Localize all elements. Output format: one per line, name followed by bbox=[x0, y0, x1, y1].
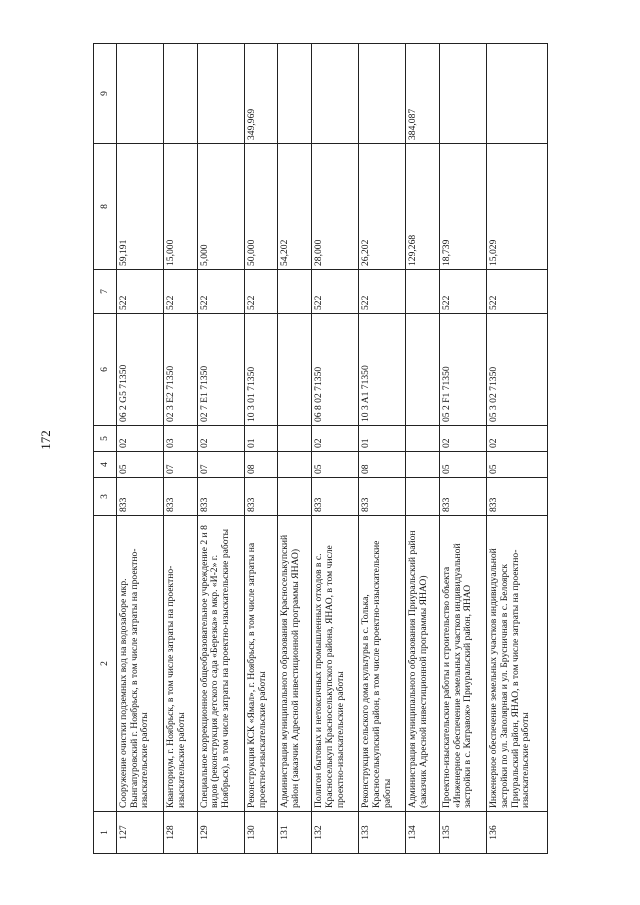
row-number: 135 bbox=[439, 812, 486, 854]
amount-value: 15,029 bbox=[487, 144, 548, 270]
object-name: Специальное коррекционное общеобразовательное учреждение 2 и 8 видов (реконструкция детского сада «Березка» в мкр. «И-2» г. Ноябрьск), в том числе затраты на проектно-изыскательские работы bbox=[197, 516, 244, 812]
amount-value: 59,191 bbox=[117, 144, 164, 270]
object-name: Сооружение очистки подземных вод на водозаборе мкр. Вынгапуровский г. Ноябрьск, в том числе затраты на проектно-изыскательские работы bbox=[117, 516, 164, 812]
expense-type-code: 522 bbox=[359, 270, 406, 314]
ministry-code: 833 bbox=[117, 478, 164, 516]
subsection-code: 02 bbox=[312, 426, 359, 452]
row-number: 133 bbox=[359, 812, 406, 854]
ministry-code: 833 bbox=[312, 478, 359, 516]
column-header: 5 bbox=[94, 426, 117, 452]
amount-value-2 bbox=[312, 44, 359, 144]
amount-value: 28,000 bbox=[312, 144, 359, 270]
section-code: 08 bbox=[244, 452, 278, 478]
section-code: 05 bbox=[312, 452, 359, 478]
expense-type-code: 522 bbox=[487, 270, 548, 314]
table-row bbox=[406, 44, 440, 854]
expense-type-code: 522 bbox=[117, 270, 164, 314]
expense-type-code bbox=[406, 270, 440, 314]
table-row bbox=[197, 44, 244, 854]
amount-value-2: 349,969 bbox=[244, 44, 278, 144]
budget-table-sheet bbox=[93, 44, 548, 854]
expense-type-code bbox=[278, 270, 312, 314]
table-row bbox=[278, 44, 312, 854]
amount-value-2 bbox=[197, 44, 244, 144]
subsection-code: 02 bbox=[439, 426, 486, 452]
column-header: 6 bbox=[94, 314, 117, 426]
ministry-code: 833 bbox=[164, 478, 198, 516]
column-header: 2 bbox=[94, 516, 117, 812]
amount-value: 26,202 bbox=[359, 144, 406, 270]
row-number: 127 bbox=[117, 812, 164, 854]
expense-type-code: 522 bbox=[244, 270, 278, 314]
amount-value-2 bbox=[164, 44, 198, 144]
object-name: Администрация муниципального образования Приуральский район (заказчик Адресной инвестиционной программы ЯНАО) bbox=[406, 516, 440, 812]
row-number: 129 bbox=[197, 812, 244, 854]
target-article-code: 06 2 G5 71350 bbox=[117, 314, 164, 426]
subsection-code: 01 bbox=[244, 426, 278, 452]
page-number: 172 bbox=[38, 430, 53, 450]
amount-value-2 bbox=[117, 44, 164, 144]
amount-value: 50,000 bbox=[244, 144, 278, 270]
subsection-code bbox=[278, 426, 312, 452]
expense-type-code: 522 bbox=[439, 270, 486, 314]
amount-value: 18,739 bbox=[439, 144, 486, 270]
target-article-code: 05 3 02 71350 bbox=[487, 314, 548, 426]
column-header: 3 bbox=[94, 478, 117, 516]
subsection-code: 01 bbox=[359, 426, 406, 452]
table-body bbox=[117, 44, 548, 854]
object-name: Реконструкция КСК «Ямал», г. Ноябрьск, в том числе затраты на проектно-изыскательские работы bbox=[244, 516, 278, 812]
row-number: 131 bbox=[278, 812, 312, 854]
section-code: 08 bbox=[359, 452, 406, 478]
section-code: 05 bbox=[117, 452, 164, 478]
ministry-code: 833 bbox=[439, 478, 486, 516]
object-name: Полигон бытовых и нетоксичных промышленных отходов в с. Красноселькуп Красноселькупского района, ЯНАО, в том числе проектно-изыскательские работы bbox=[312, 516, 359, 812]
target-article-code bbox=[278, 314, 312, 426]
subsection-code: 02 bbox=[487, 426, 548, 452]
subsection-code: 03 bbox=[164, 426, 198, 452]
ministry-code: 833 bbox=[359, 478, 406, 516]
column-header: 9 bbox=[94, 44, 117, 144]
amount-value-2: 384,087 bbox=[406, 44, 440, 144]
amount-value: 5,000 bbox=[197, 144, 244, 270]
section-code bbox=[278, 452, 312, 478]
table-row bbox=[164, 44, 198, 854]
target-article-code bbox=[406, 314, 440, 426]
row-number: 130 bbox=[244, 812, 278, 854]
subsection-code: 02 bbox=[197, 426, 244, 452]
target-article-code: 10 3 A1 71350 bbox=[359, 314, 406, 426]
expense-type-code: 522 bbox=[164, 270, 198, 314]
target-article-code: 10 3 01 71350 bbox=[244, 314, 278, 426]
ministry-code: 833 bbox=[487, 478, 548, 516]
amount-value: 54,202 bbox=[278, 144, 312, 270]
row-number: 132 bbox=[312, 812, 359, 854]
column-header: 1 bbox=[94, 812, 117, 854]
amount-value: 15,000 bbox=[164, 144, 198, 270]
ministry-code: 833 bbox=[244, 478, 278, 516]
column-header: 4 bbox=[94, 452, 117, 478]
section-code: 07 bbox=[197, 452, 244, 478]
column-header: 8 bbox=[94, 144, 117, 270]
subsection-code: 02 bbox=[117, 426, 164, 452]
object-name: Реконструкция сельского дома культуры в с. Толька, Красноселькупский район, в том числе проектно-изыскательские работы bbox=[359, 516, 406, 812]
row-number: 128 bbox=[164, 812, 198, 854]
ministry-code bbox=[406, 478, 440, 516]
table-row bbox=[312, 44, 359, 854]
budget-table bbox=[93, 43, 548, 854]
ministry-code bbox=[278, 478, 312, 516]
column-header: 7 bbox=[94, 270, 117, 314]
subsection-code bbox=[406, 426, 440, 452]
object-name: Кванториум, г. Ноябрьск, в том числе затраты на проектно-изыскательские работы bbox=[164, 516, 198, 812]
table-row bbox=[487, 44, 548, 854]
table-row bbox=[359, 44, 406, 854]
amount-value-2 bbox=[278, 44, 312, 144]
row-number: 134 bbox=[406, 812, 440, 854]
header-row bbox=[94, 44, 117, 854]
expense-type-code: 522 bbox=[312, 270, 359, 314]
target-article-code: 05 2 F1 71350 bbox=[439, 314, 486, 426]
object-name: Администрация муниципального образования Красноселькупский район (заказчик Адресной инвестиционной программы ЯНАО) bbox=[278, 516, 312, 812]
section-code: 05 bbox=[487, 452, 548, 478]
amount-value: 129,268 bbox=[406, 144, 440, 270]
target-article-code: 02 3 E2 71350 bbox=[164, 314, 198, 426]
object-name: Проектно-изыскательские работы и строительство объекта «Инженерное обеспечение земельных участков индивидуальной застройки в с. Катравож» Приуральский район, ЯНАО bbox=[439, 516, 486, 812]
ministry-code: 833 bbox=[197, 478, 244, 516]
amount-value-2 bbox=[487, 44, 548, 144]
table-row bbox=[244, 44, 278, 854]
section-code: 07 bbox=[164, 452, 198, 478]
section-code bbox=[406, 452, 440, 478]
table-row bbox=[439, 44, 486, 854]
target-article-code: 02 7 E1 71350 bbox=[197, 314, 244, 426]
expense-type-code: 522 bbox=[197, 270, 244, 314]
section-code: 05 bbox=[439, 452, 486, 478]
target-article-code: 06 8 02 71350 bbox=[312, 314, 359, 426]
amount-value-2 bbox=[439, 44, 486, 144]
object-name: Инженерное обеспечение земельных участков индивидуальной застройки по ул. Заполярная и ул. Брусничная в с. Белоярск Приуральский район, ЯНАО, в том числе затраты на проектно-изыскательские работы bbox=[487, 516, 548, 812]
table-row bbox=[117, 44, 164, 854]
row-number: 136 bbox=[487, 812, 548, 854]
amount-value-2 bbox=[359, 44, 406, 144]
